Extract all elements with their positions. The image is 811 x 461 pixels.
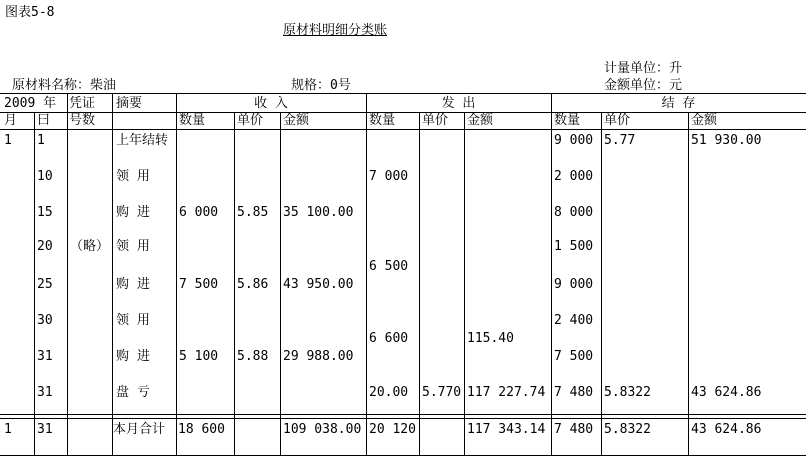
row-bal-price: 5.77 [604,133,636,148]
col-rule-sub [464,112,465,455]
header-year: 2009 年 [4,96,57,111]
header-income: 收 入 [254,96,288,111]
row-summary: 领 用 [116,313,150,328]
row-out-price: 5.770 [422,385,462,400]
header-mid-rule [0,112,806,113]
header-qty: 数量 [179,113,206,128]
row-day: 31 [37,385,53,400]
row-in-qty: 5 100 [179,349,219,364]
row-day: 20 [37,239,53,254]
header-qty: 数量 [554,113,581,128]
row-out-qty: 6 600 [369,331,409,346]
row-day: 25 [37,277,53,292]
header-price: 单价 [237,113,264,128]
row-in-amount: 35 100.00 [283,205,354,220]
row-summary: 领 用 [116,239,150,254]
total-top-rule [0,414,806,415]
row-summary: 购 进 [116,349,150,364]
quantity-unit: 计量单位：升 [604,61,683,76]
table-bottom-rule [0,455,806,456]
header-summary: 摘要 [116,96,143,111]
header-qty: 数量 [369,113,396,128]
row-out-qty: 20.00 [369,385,409,400]
header-bottom-rule [0,129,806,130]
row-out-amount: 115.40 [467,331,514,346]
row-summary: 上年结转 [116,133,169,148]
col-rule-sub [280,112,281,455]
col-rule-issue [366,93,367,455]
material-name: 原材料名称：柴油 [12,78,117,93]
row-summary: 盘 亏 [116,385,150,400]
row-bal-price: 5.8322 [604,385,651,400]
row-bal-qty: 9 000 [554,133,594,148]
total-day: 31 [37,422,53,437]
total-bal-price: 5.8322 [604,422,651,437]
total-in-amount: 109 038.00 [283,422,362,437]
row-in-amount: 29 988.00 [283,349,354,364]
total-out-qty: 20 120 [369,422,416,437]
col-rule-sub [688,112,689,455]
row-in-qty: 7 500 [179,277,219,292]
row-day: 15 [37,205,53,220]
header-price: 单价 [604,113,631,128]
row-month: 1 [4,133,12,148]
col-rule-sub [419,112,420,455]
total-bal-amount: 43 624.86 [691,422,762,437]
row-bal-qty: 7 500 [554,349,594,364]
header-voucher-no: 号数 [69,113,96,128]
row-day: 31 [37,349,53,364]
row-in-qty: 6 000 [179,205,219,220]
row-day: 10 [37,169,53,184]
header-issue: 发 出 [441,96,476,111]
col-rule-sub [234,112,235,455]
total-out-amount: 117 343.14 [467,422,546,437]
row-in-amount: 43 950.00 [283,277,354,292]
header-amount: 金额 [467,113,494,128]
col-rule-income [176,93,177,455]
total-in-qty: 18 600 [178,422,225,437]
header-day: 曰 [37,113,51,128]
row-bal-qty: 1 500 [554,239,594,254]
table-top-rule [0,93,806,94]
row-bal-qty: 8 000 [554,205,594,220]
header-balance: 结 存 [661,96,696,111]
row-out-qty: 7 000 [369,169,409,184]
header-amount: 金额 [691,113,718,128]
row-bal-qty: 9 000 [554,277,594,292]
row-day: 30 [37,313,53,328]
col-rule-voucher [67,93,68,455]
row-bal-qty: 7 480 [554,385,594,400]
row-summary: 购 进 [116,205,150,220]
header-amount: 金额 [283,113,310,128]
header-price: 单价 [422,113,449,128]
figure-label: 图表5-8 [5,5,55,20]
row-in-price: 5.86 [237,277,269,292]
row-bal-amount: 51 930.00 [691,133,762,148]
row-summary: 领 用 [116,169,150,184]
col-rule-summary [112,93,113,455]
row-out-qty: 6 500 [369,259,409,274]
ledger-title: 原材料明细分类账 [283,23,388,38]
row-bal-qty: 2 000 [554,169,594,184]
money-unit: 金额单位：元 [604,78,683,93]
material-spec: 规格：0号 [291,78,351,93]
row-day: 1 [37,133,45,148]
total-top-rule-2 [0,418,806,419]
row-out-amount: 117 227.74 [467,385,546,400]
total-month: 1 [4,422,12,437]
row-summary: 购 进 [116,277,150,292]
col-rule-balance [551,93,552,455]
row-in-price: 5.88 [237,349,269,364]
col-rule-sub [601,112,602,455]
row-bal-qty: 2 400 [554,313,594,328]
header-voucher: 凭证 [69,96,96,111]
row-in-price: 5.85 [237,205,269,220]
row-voucher: （略） [70,239,110,254]
header-month: 月 [4,113,18,128]
row-bal-amount: 43 624.86 [691,385,762,400]
total-bal-qty: 7 480 [554,422,594,437]
total-summary: 本月合计 [113,422,166,437]
col-rule-day [34,112,35,455]
